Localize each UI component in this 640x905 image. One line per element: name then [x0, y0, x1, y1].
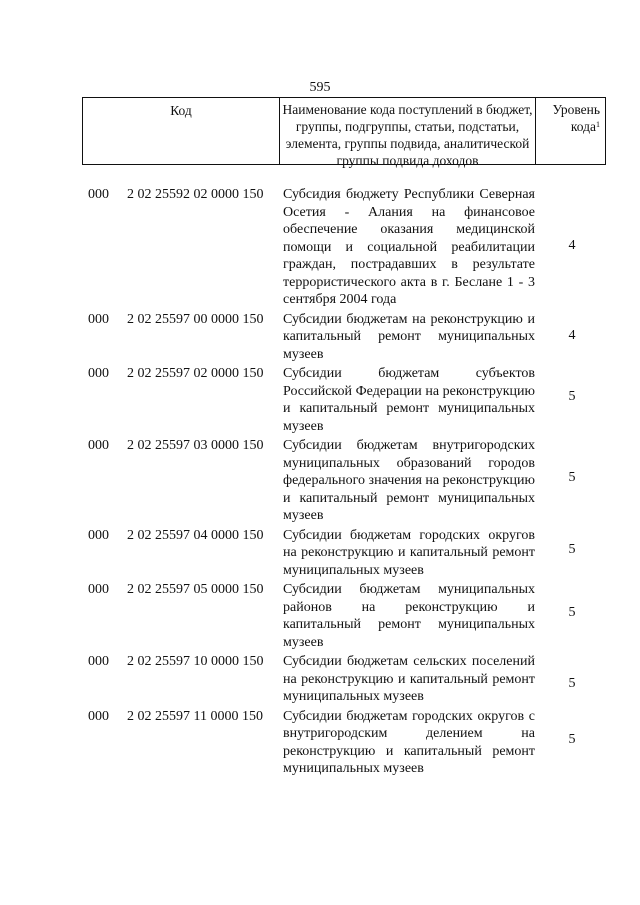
table-row [0, 365, 640, 435]
income-name: Субсидии бюджетам городских округов на реконструкцию и капитальный ремонт муниципальных музеев [283, 527, 535, 578]
income-code: 2 02 25597 05 0000 150 [127, 582, 264, 597]
header-code: Код [83, 98, 280, 164]
code-level: 5 [568, 389, 576, 404]
footnote-marker: 1 [596, 120, 600, 129]
income-name: Субсидия бюджету Республики Северная Осетия - Алания на финансовое обеспечение оказания медицинской помощи и социальной реабилитации граждан, пострадавших в результате террористического акта в г. Беслане 1 - 3 сентября 2004 года [283, 187, 535, 307]
table-row [0, 437, 640, 525]
income-name: Субсидии бюджетам городских округов с внутригородским делением на реконструкцию и капитальный ремонт муниципальных музеев [283, 708, 535, 776]
income-code: 2 02 25597 11 0000 150 [127, 708, 263, 724]
table-row [0, 581, 640, 651]
table-header [82, 97, 606, 168]
code-level: 4 [568, 327, 576, 343]
admin-code: 000 [88, 311, 109, 327]
header-level [536, 98, 605, 164]
table-row [0, 708, 640, 778]
table-row [0, 186, 640, 309]
code-level: 5 [568, 541, 576, 557]
income-name: Субсидии бюджетам сельских поселений на реконструкцию и капитальный ремонт муниципальных музеев [283, 654, 535, 704]
header-name: Наименование кода поступлений в бюджет, группы, подгруппы, статьи, подстатьи, элемента, группы подвида, аналитической группы подвида доходов [280, 98, 536, 164]
admin-code: 000 [88, 366, 109, 381]
code-level: 5 [568, 676, 576, 691]
table-row [0, 311, 640, 364]
code-level: 4 [568, 238, 576, 253]
admin-code: 000 [88, 708, 109, 724]
admin-code: 000 [88, 438, 109, 453]
header-level-label: Уровень кода [552, 102, 600, 134]
admin-code: 000 [88, 527, 109, 543]
admin-code: 000 [88, 187, 109, 202]
income-code: 2 02 25597 03 0000 150 [127, 438, 264, 453]
code-level: 5 [568, 731, 576, 747]
table-row [0, 527, 640, 580]
code-level: 5 [568, 470, 576, 485]
income-code: 2 02 25597 10 0000 150 [127, 654, 264, 669]
admin-code: 000 [88, 654, 109, 669]
admin-code: 000 [88, 582, 109, 597]
table-body [0, 186, 640, 778]
income-name: Субсидии бюджетам муниципальных районов на реконструкцию и капитальный ремонт муниципальных музеев [283, 582, 535, 650]
income-code: 2 02 25597 02 0000 150 [127, 366, 264, 381]
income-name: Субсидии бюджетам на реконструкцию и капитальный ремонт муниципальных музеев [283, 311, 535, 362]
table-row [0, 653, 640, 706]
income-code: 2 02 25597 04 0000 150 [127, 527, 264, 543]
page-number: 595 [309, 80, 331, 95]
income-name: Субсидии бюджетам субъектов Российской Федерации на реконструкцию и капитальный ремонт муниципальных музеев [283, 366, 535, 434]
code-level: 5 [568, 605, 576, 620]
income-name: Субсидии бюджетам внутригородских муниципальных образований городов федерального значения на реконструкцию и капитальный ремонт муниципальных музеев [283, 438, 535, 523]
income-code: 2 02 25592 02 0000 150 [127, 187, 264, 202]
income-code: 2 02 25597 00 0000 150 [127, 311, 264, 327]
